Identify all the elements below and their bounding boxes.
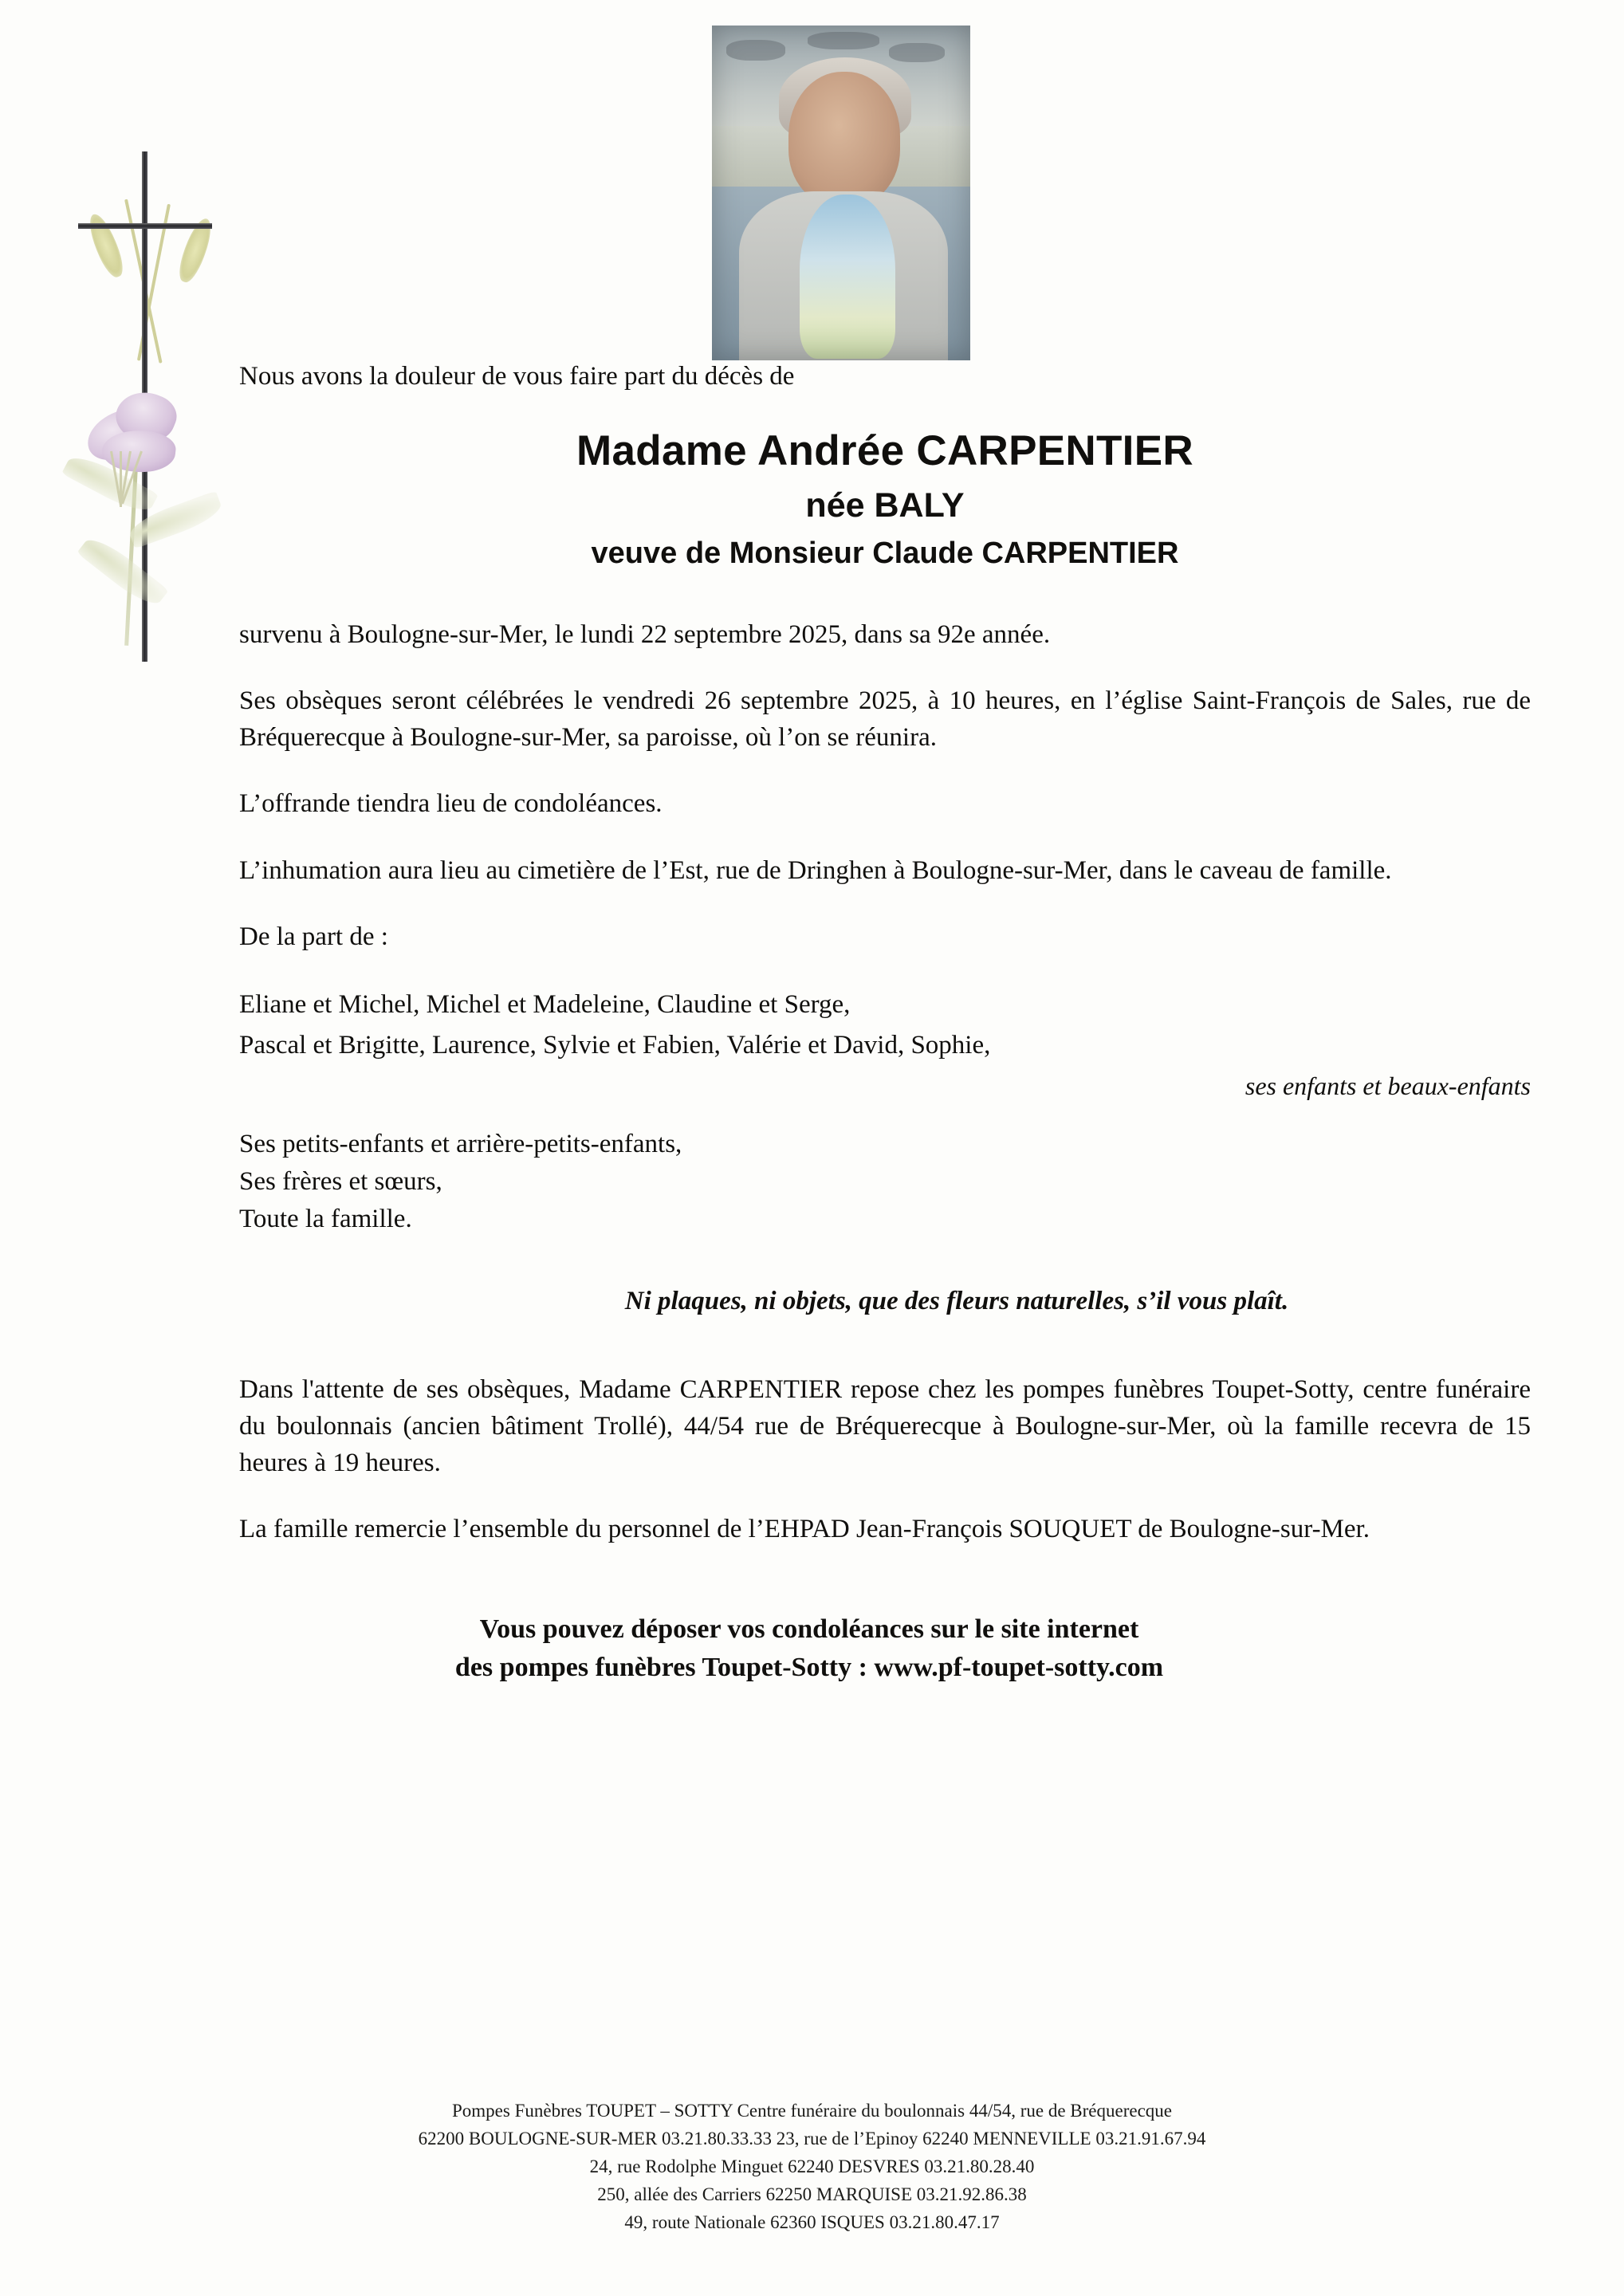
siblings-line: Ses frères et sœurs,	[239, 1166, 442, 1196]
children-line-2: Pascal et Brigitte, Laurence, Sylvie et Fabien, Valérie et David, Sophie,	[239, 1030, 991, 1060]
condolences-note-line-2: des pompes funèbres Toupet-Sotty : www.pf-toupet-sotty.com	[454, 1652, 1164, 1682]
condolences-website-note	[239, 1610, 1531, 1688]
from-label: De la part de :	[239, 922, 388, 952]
footer-line-5: 49, route Nationale 62360 ISQUES 03.21.80.47.17	[624, 2212, 1000, 2233]
grandchildren-line: Ses petits-enfants et arrière-petits-enfants,	[239, 1129, 682, 1158]
deceased-name-block	[239, 427, 1531, 571]
photo-vignette	[712, 26, 970, 360]
lede-text: Nous avons la douleur de vous faire part du décès de	[239, 362, 795, 391]
funeral-details: Ses obsèques seront célébrées le vendredi 26 septembre 2025, à 10 heures, en l’église Saint-François de Sales, rue de Bréquerecque à Boulogne-sur-Mer, sa paroisse, où l’on se réunira.	[239, 686, 1531, 752]
announcement-text	[239, 359, 1531, 1687]
footer-line-4: 250, allée des Carriers 62250 MARQUISE 03.21.92.86.38	[597, 2184, 1027, 2205]
repose-details: Dans l'attente de ses obsèques, Madame CARPENTIER repose chez les pompes funèbres Toupet-Sotty, centre funéraire du boulonnais (ancien bâtiment Trollé), 44/54 rue de Bréquerecque à Boulogne-sur-Mer, où la famille recevra de 15 heures à 19 heures.	[239, 1375, 1531, 1477]
lily-leaf-icon	[77, 532, 168, 612]
condolences-note-line-1: Vous pouvez déposer vos condoléances sur le site internet	[479, 1614, 1139, 1644]
cross-icon-bar	[78, 223, 212, 229]
family-list	[239, 986, 1531, 1238]
thanks-note: La famille remercie l’ensemble du personnel de l’EHPAD Jean-François SOUQUET de Boulogne-sur-Mer.	[239, 1515, 1370, 1544]
deceased-maiden-name: née BALY	[805, 486, 965, 525]
flowers-request-note: Ni plaques, ni objets, que des fleurs naturelles, s’il vous plaît.	[624, 1287, 1289, 1316]
deceased-spouse-line: veuve de Monsieur Claude CARPENTIER	[591, 536, 1179, 570]
whole-family-line: Toute la famille.	[239, 1204, 412, 1233]
lily-flower-icon	[78, 383, 198, 486]
footer-line-1: Pompes Funèbres TOUPET – SOTTY Centre funéraire du boulonnais 44/54, rue de Bréquerecque	[452, 2101, 1172, 2121]
portrait-photo	[712, 26, 970, 360]
deceased-name: Madame Andrée CARPENTIER	[576, 427, 1193, 474]
cross-and-lily-artwork	[48, 144, 255, 686]
children-line-1: Eliane et Michel, Michel et Madeleine, Claudine et Serge,	[239, 989, 851, 1019]
footer-line-2: 62200 BOULOGNE-SUR-MER 03.21.80.33.33 23, rue de l’Epinoy 62240 MENNEVILLE 03.21.91.67.94	[418, 2129, 1206, 2149]
children-roles-label: ses enfants et beaux-enfants	[1245, 1071, 1531, 1101]
offering-note: L’offrande tiendra lieu de condoléances.	[239, 789, 663, 819]
burial-details: L’inhumation aura lieu au cimetière de l’Est, rue de Dringhen à Boulogne-sur-Mer, dans le caveau de famille.	[239, 855, 1392, 885]
footer-line-3: 24, rue Rodolphe Minguet 62240 DESVRES 03.21.80.28.40	[589, 2156, 1035, 2177]
funeral-home-footer	[0, 2097, 1624, 2237]
death-details: survenu à Boulogne-sur-Mer, le lundi 22 septembre 2025, dans sa 92e année.	[239, 619, 1051, 649]
wheat-icon	[84, 210, 128, 281]
